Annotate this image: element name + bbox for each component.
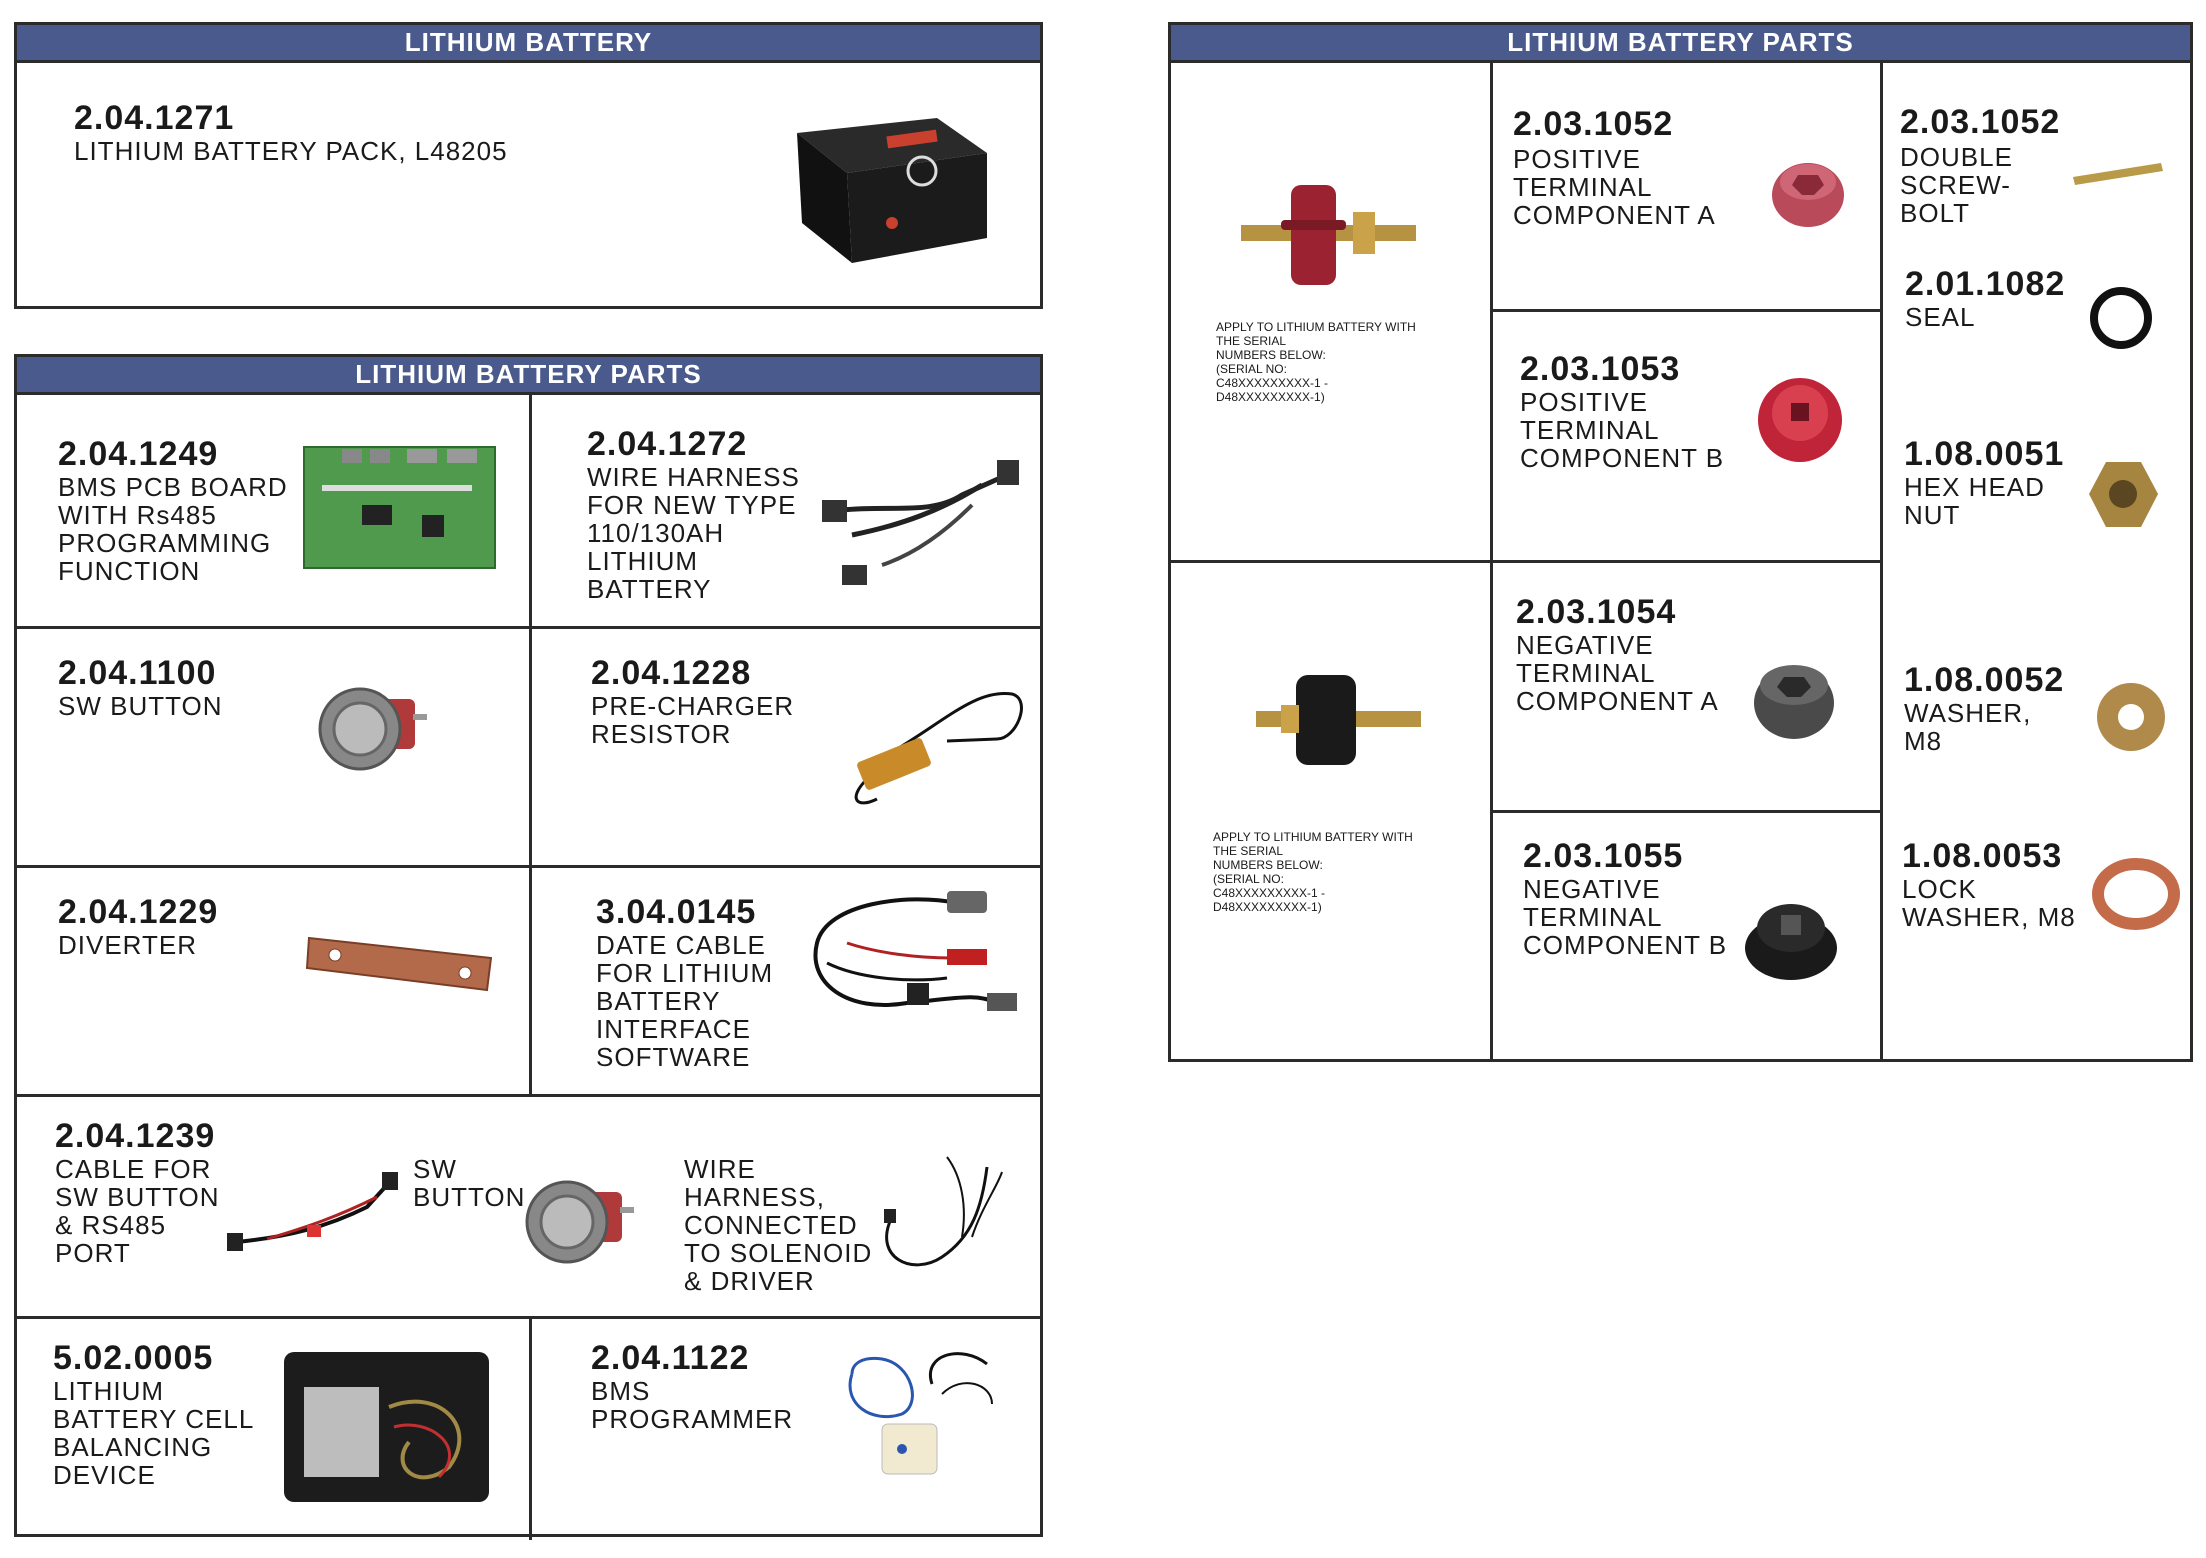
seal-image <box>2086 283 2156 353</box>
part-description: LOCK WASHER, M8 <box>1902 874 2076 932</box>
part-cell <box>532 1319 1043 1537</box>
part-number: 2.03.1052 <box>1513 105 1674 143</box>
lithium-battery-panel <box>14 22 1043 309</box>
part-number: 2.01.1082 <box>1905 265 2066 303</box>
part-cell <box>17 1319 529 1537</box>
part-number: 2.04.1272 <box>587 425 748 463</box>
bms-programmer-image <box>842 1344 1002 1484</box>
data-cable-image <box>787 883 1032 1063</box>
part-cell <box>532 395 1043 626</box>
diverter-image <box>305 928 495 998</box>
lock-washer-image <box>2091 857 2181 932</box>
sw-button-image <box>315 679 440 779</box>
part-description: SEAL <box>1905 302 1976 332</box>
hex-nut-image <box>2086 457 2161 532</box>
part-number: 5.02.0005 <box>53 1339 214 1377</box>
negative-terminal-assembly-image <box>1256 673 1426 768</box>
row-divider <box>1490 309 1883 312</box>
part-number: 2.03.1054 <box>1516 593 1677 631</box>
part-number: 3.04.0145 <box>596 893 757 931</box>
double-screw-bolt-image <box>2071 155 2166 190</box>
part-description: POSITIVE TERMINAL COMPONENT A <box>1513 144 1716 230</box>
part-description: LITHIUM BATTERY PACK, L48205 <box>74 136 508 166</box>
part-number: 2.04.1249 <box>58 435 219 473</box>
part-cell <box>17 868 529 1094</box>
part-number: 2.03.1055 <box>1523 837 1684 875</box>
part-description: SW BUTTON <box>58 691 223 721</box>
part-number: 1.08.0053 <box>1902 837 2063 875</box>
part-description: BMS PROGRAMMER <box>591 1376 794 1434</box>
part-description: NEGATIVE TERMINAL COMPONENT B <box>1523 874 1728 960</box>
part-description: POSITIVE TERMINAL COMPONENT B <box>1520 387 1725 473</box>
row-divider <box>1490 810 1883 813</box>
part-description: DIVERTER <box>58 930 197 960</box>
part-description: NEGATIVE TERMINAL COMPONENT A <box>1516 630 1719 716</box>
lithium-battery-parts-panel <box>14 354 1043 1537</box>
panel-header: LITHIUM BATTERY PARTS <box>17 357 1040 395</box>
serial-note: APPLY TO LITHIUM BATTERY WITH THE SERIAL NUMBERS BELOW: (SERIAL NO: C48XXXXXXXXX-1 - D48XXXXXXXXX-1) <box>1216 320 1416 404</box>
part-description: PRE-CHARGER RESISTOR <box>591 691 795 749</box>
part-description: CABLE FOR SW BUTTON & RS485 PORT <box>55 1154 220 1268</box>
positive-terminal-assembly-image <box>1241 180 1421 290</box>
terminal-parts-panel <box>1168 22 2193 1062</box>
negative-component-a-image <box>1749 653 1839 743</box>
part-description: HEX HEAD NUT <box>1904 472 2045 530</box>
part-number: 2.04.1229 <box>58 893 219 931</box>
washer-image <box>2091 677 2171 757</box>
sub-label-wire-harness: WIRE HARNESS, CONNECTED TO SOLENOID & DRIVER <box>684 1154 873 1296</box>
part-number: 2.04.1239 <box>55 1117 216 1155</box>
battery-pack-image <box>787 113 997 273</box>
part-number: 1.08.0051 <box>1904 435 2065 473</box>
wire-harness-image <box>822 455 1022 595</box>
panel-header: LITHIUM BATTERY PARTS <box>1171 25 2190 63</box>
positive-component-a-image <box>1766 150 1851 230</box>
positive-component-b-image <box>1753 373 1848 468</box>
sw-button-image <box>522 1172 647 1272</box>
negative-component-b-image <box>1741 893 1841 983</box>
part-description: WIRE HARNESS FOR NEW TYPE 110/130AH LITHIUM BATTERY <box>587 462 800 604</box>
part-cell <box>532 868 1043 1094</box>
part-number: 2.03.1052 <box>1900 103 2061 141</box>
sub-label-sw-button: SW BUTTON <box>413 1154 526 1212</box>
balancing-device-image <box>279 1347 494 1507</box>
cable-image <box>227 1167 402 1257</box>
part-cell <box>532 629 1043 865</box>
panel-header: LITHIUM BATTERY <box>17 25 1040 63</box>
part-number: 2.04.1228 <box>591 654 752 692</box>
part-cell <box>17 395 529 626</box>
part-description: DOUBLE SCREW- BOLT <box>1900 142 2013 228</box>
serial-note: APPLY TO LITHIUM BATTERY WITH THE SERIAL NUMBERS BELOW: (SERIAL NO: C48XXXXXXXXX-1 - D48XXXXXXXXX-1) <box>1213 830 1413 914</box>
resistor-image <box>837 679 1027 809</box>
part-description: BMS PCB BOARD WITH Rs485 PROGRAMMING FUNCTION <box>58 472 288 586</box>
part-number: 2.04.1100 <box>58 654 217 692</box>
part-description: WASHER, M8 <box>1904 698 2032 756</box>
part-cell <box>17 629 529 865</box>
part-description: DATE CABLE FOR LITHIUM BATTERY INTERFACE SOFTWARE <box>596 930 774 1072</box>
part-number: 2.04.1122 <box>591 1339 750 1377</box>
harness-wires-image <box>872 1147 1012 1287</box>
row-divider <box>1171 560 1883 563</box>
part-number: 2.03.1053 <box>1520 350 1681 388</box>
pcb-board-image <box>302 445 497 570</box>
part-number: 2.04.1271 <box>74 99 235 137</box>
part-number: 1.08.0052 <box>1904 661 2065 699</box>
part-description: LITHIUM BATTERY CELL BALANCING DEVICE <box>53 1376 255 1490</box>
part-cell <box>17 1097 1043 1316</box>
